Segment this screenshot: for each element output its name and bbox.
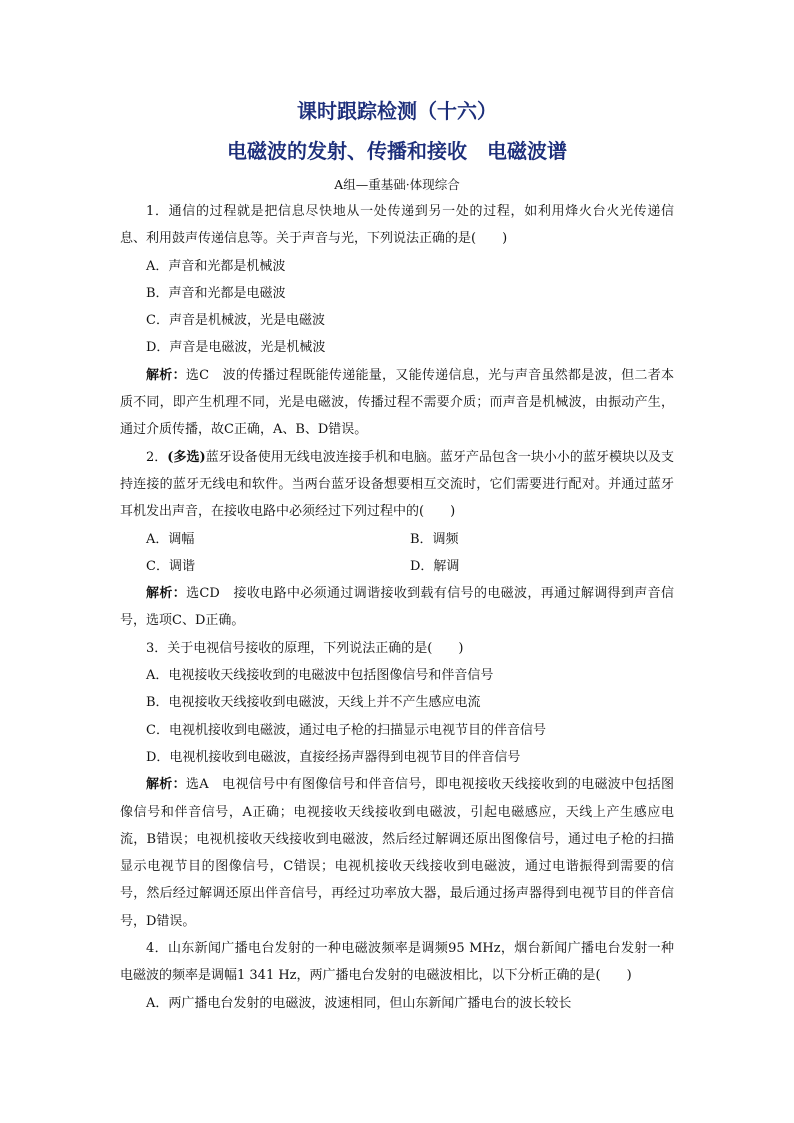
question-3-option-a: A．电视接收天线接收到的电磁波中包括图像信号和伴音信号 [146,668,494,684]
question-1 [120,198,674,444]
question-2-option-d: D．解调 [410,558,460,574]
question-1-option-b: B．声音和光都是电磁波 [146,285,286,301]
question-3-option-b: B．电视接收天线接收到电磁波，天线上并不产生感应电流 [146,695,481,711]
analysis-text: 选CD 接收电路中必须通过调谐接收到载有信号的电磁波，再通过解调得到声音信号，选项C、D正确。 [120,586,674,629]
question-2-options-row-2 [120,553,674,580]
question-2 [120,444,674,635]
question-1-option-d: D．声音是电磁波，光是机械波 [146,340,326,356]
question-3-option-d: D．电视机接收到电磁波，直接经扬声器得到电视节目的伴音信号 [146,749,521,765]
page-subtitle: 电磁波的发射、传播和接收 电磁波谱 [227,139,567,163]
question-4 [120,935,674,1017]
question-3-option-c: C．电视机接收到电磁波，通过电子枪的扫描显示电视节目的伴音信号 [146,722,546,738]
question-3-analysis [120,771,674,935]
question-1-stem: 1．通信的过程就是把信息尽快地从一处传递到另一处的过程，如利用烽火台火光传递信息、利用鼓声传递信息等。关于声音与光，下列说法正确的是( ) [120,204,674,247]
question-2-option-b: B．调频 [410,531,459,547]
question-3 [120,635,674,935]
question-1-analysis [120,362,674,444]
analysis-text: 选C 波的传播过程既能传递能量，又能传递信息，光与声音虽然都是波，但二者本质不同，即产生机理不同，光是电磁波，传播过程不需要介质；而声音是机械波，由振动产生，通过介质传播，故C正确，A、B、D错误。 [120,367,674,438]
question-2-option-a: A．调幅 [146,531,195,547]
question-2-stem [120,444,674,526]
analysis-label: 解析： [146,777,186,793]
question-2-options-row-1 [120,526,674,553]
question-3-stem: 3．关于电视信号接收的原理，下列说法正确的是( ) [146,640,464,656]
analysis-label: 解析： [146,586,187,602]
section-heading: A组—重基础·体现综合 [334,177,460,192]
analysis-text: 选A 电视信号中有图像信号和伴音信号，即电视接收天线接收到的电磁波中包括图像信号和伴音信号，A正确；电视接收天线接收到电磁波，引起电磁感应，天线上产生感应电流，B错误；电视机接收天线接收到电磁波，然后经过解调还原出图像信号，通过电子枪的扫描显示电视节目的图像信号，C错误；电视机接收天线接收到电磁波，通过电谐振得到需要的信号，然后经过解调还原出伴音信号，再经过功率放大器，最后通过扬声器得到电视节目的伴音信号，D错误。 [120,777,674,929]
question-1-option-c: C．声音是机械波，光是电磁波 [146,313,325,329]
question-4-option-a: A．两广播电台发射的电磁波，波速相同，但山东新闻广播电台的波长较长 [146,995,572,1011]
question-text: 蓝牙设备使用无线电波连接手机和电脑。蓝牙产品包含一块小小的蓝牙模块以及支持连接的蓝牙无线电和软件。当两台蓝牙设备想要相互交流时，它们需要进行配对。并通过蓝牙耳机发出声音，在接收电路中必须经过下列过程中的( ) [120,449,674,520]
multi-select-tag: (多选) [167,449,206,465]
question-2-option-c: C．调谐 [146,558,195,574]
question-1-option-a: A．声音和光都是机械波 [146,258,286,274]
question-number: 2． [146,449,168,465]
question-2-analysis [120,580,674,635]
analysis-label: 解析： [146,367,186,383]
page-title: 课时跟踪检测（十六） [297,99,497,123]
question-4-stem: 4．山东新闻广播电台发射的一种电磁波频率是调频95 MHz，烟台新闻广播电台发射一种电磁波的频率是调幅1 341 Hz，两广播电台发射的电磁波相比，以下分析正确的是( ) [120,941,674,984]
